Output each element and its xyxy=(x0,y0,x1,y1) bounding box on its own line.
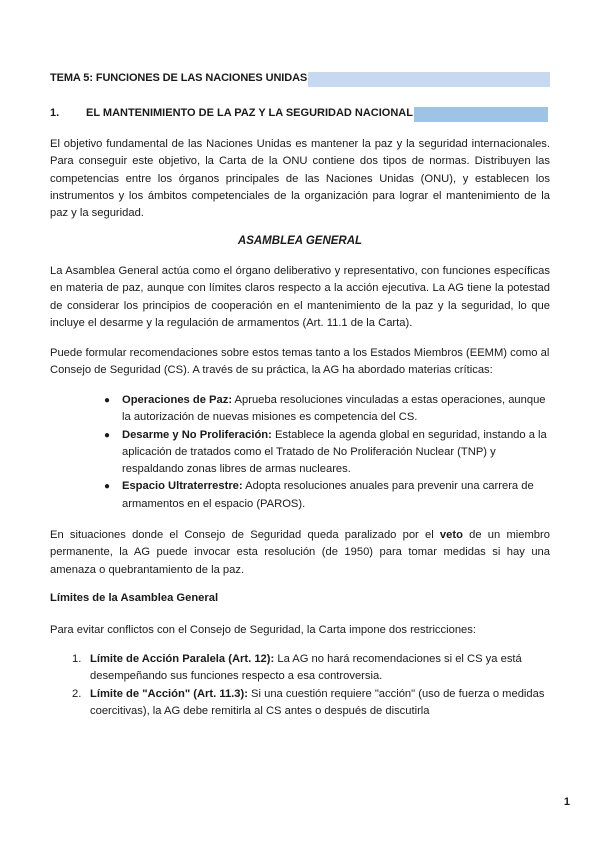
section-highlight xyxy=(414,107,548,122)
veto-text-after: de un miembro permanente, la AG puede invocar esta resolución (de 1950) para tomar medidas si hay una amenaza o quebrantamiento de la paz. xyxy=(50,529,550,576)
intro-paragraph-block xyxy=(50,136,550,222)
bullet-item xyxy=(104,427,550,479)
veto-text-before: En situaciones donde el Consejo de Seguridad queda paralizado por el xyxy=(50,529,440,541)
bullet-dot-icon: ● xyxy=(104,395,111,406)
bullet-item xyxy=(104,478,550,513)
assembly-paragraph-1: La Asamblea General actúa como el órgano deliberativo y representativo, con funciones específicas en materia de paz, aunque con límites claros respecto a la acción ejecutiva. La AG tiene la potestad de considerar los principios de cooperación en el mantenimiento de la paz y la seguridad, lo que incluye el desarme y la regulación de armamentos (Art. 11.1 de la Carta). xyxy=(50,265,550,329)
assembly-paragraph-1-block xyxy=(50,263,550,332)
section-number: 1. xyxy=(50,107,60,119)
bullet-term: Espacio Ultraterrestre: xyxy=(122,480,243,493)
bullet-dot-icon: ● xyxy=(104,481,111,493)
item-number: 1. xyxy=(72,653,82,665)
veto-term: veto xyxy=(439,529,463,541)
bullet-dot-icon: ● xyxy=(104,429,111,441)
assembly-paragraph-2: Puede formular recomendaciones sobre estos temas tanto a los Estados Miembros (EEMM) como al Consejo de Seguridad (CS). A través de su práctica, la AG ha abordado materias críticas: xyxy=(50,347,550,377)
limits-heading: Límites de la Asamblea General xyxy=(50,592,219,604)
assembly-paragraph-2-block xyxy=(50,345,550,380)
numbered-item xyxy=(72,651,550,686)
assembly-heading: ASAMBLEA GENERAL xyxy=(237,235,363,247)
bullet-text: Adopta resoluciones anuales para prevenir una carrera de armamentos en el espacio (PAROS). xyxy=(122,480,534,510)
limits-intro-block xyxy=(50,622,550,639)
bullet-text: Aprueba resoluciones vinculadas a estas operaciones, aunque la autorización de nuevas misiones es competencia del CS. xyxy=(122,394,546,424)
section-title: EL MANTENIMIENTO DE LA PAZ Y LA SEGURIDAD NACIONAL xyxy=(86,107,413,119)
limits-intro: Para evitar conflictos con el Consejo de Seguridad, la Carta impone dos restricciones: xyxy=(50,624,476,636)
limits-numbered-list xyxy=(72,651,550,720)
item-number: 2. xyxy=(72,687,82,700)
bullet-term: Desarme y No Proliferación: xyxy=(122,428,272,441)
item-text: La AG no hará recomendaciones si el CS ya está desempeñando sus funciones respecto a esa controversia. xyxy=(90,653,522,683)
bullet-term: Operaciones de Paz: xyxy=(122,394,233,406)
item-text: Si una cuestión requiere "acción" (uso de fuerza o medidas coercitivas), la AG debe remitirla al CS antes o después de discutirla xyxy=(90,687,545,717)
title-highlight xyxy=(308,72,550,87)
intro-paragraph: El objetivo fundamental de las Naciones Unidas es mantener la paz y la seguridad internacionales. Para conseguir este objetivo, la Carta de la ONU contiene dos tipos de normas. Distribuyen las competencias entre los órganos principales de las Naciones Unidas (ONU), y establecen los instrumentos y los ámbitos competenciales de la organización para lograr el mantenimiento de la paz y la seguridad. xyxy=(50,138,550,220)
veto-paragraph-block xyxy=(50,527,550,579)
item-term: Límite de Acción Paralela (Art. 12): xyxy=(90,653,275,665)
section-heading-row xyxy=(50,107,550,123)
numbered-item xyxy=(72,686,550,721)
document-title-row xyxy=(50,72,550,88)
page-number: 1 xyxy=(563,796,570,808)
document-title: TEMA 5: FUNCIONES DE LAS NACIONES UNIDAS xyxy=(50,72,308,84)
assembly-bullet-list xyxy=(104,392,550,513)
item-term: Límite de "Acción" (Art. 11.3): xyxy=(90,687,248,700)
bullet-item xyxy=(104,392,550,427)
veto-paragraph xyxy=(50,527,550,579)
bullet-text: Establece la agenda global en seguridad, instando a la aplicación de tratados como el Tratado de No Proliferación Nuclear (TNP) y respaldando zonas libres de armas nucleares. xyxy=(122,428,547,476)
